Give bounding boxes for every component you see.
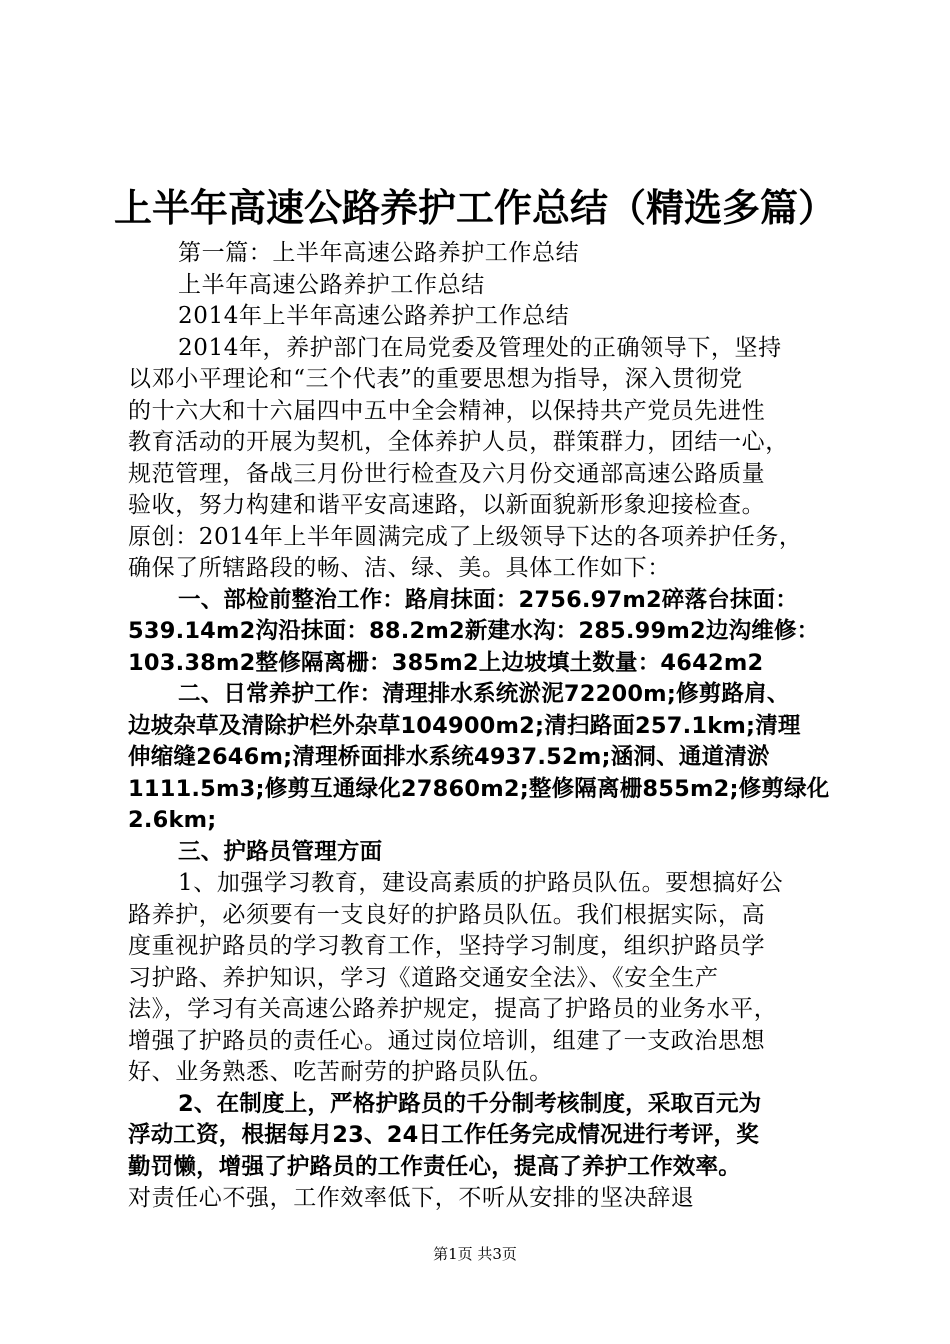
text-line: 增强了护路员的责任心。通过岗位培训，组建了一支政治思想 — [128, 1027, 766, 1054]
text-line: 1111.5m3;修剪互通绿化27860m2;整修隔离栅855m2;修剪绿化 — [128, 775, 830, 802]
text-line: 三、护路员管理方面 — [178, 838, 383, 865]
text-line: 对责任心不强，工作效率低下，不听从安排的坚决辞退 — [128, 1185, 695, 1211]
text-line: 浮动工资，根据每月23、24日工作任务完成情况进行考评，奖 — [128, 1122, 759, 1148]
text-line: 一、部检前整治工作：路肩抹面：2756.97m2碎落台抹面： — [178, 586, 799, 613]
text-line: 2014年上半年高速公路养护工作总结 — [178, 303, 570, 329]
text-line: 好、业务熟悉、吃苦耐劳的护路员队伍。 — [128, 1059, 553, 1085]
text-line: 勤罚懒，增强了护路员的工作责任心，提高了养护工作效率。 — [128, 1153, 741, 1180]
document-title: 上半年高速公路养护工作总结（精选多篇） — [113, 185, 836, 230]
text-line: 伸缩缝2646m;清理桥面排水系统4937.52m;涵洞、通道清淤 — [128, 744, 770, 770]
text-line: 上半年高速公路养护工作总结 — [178, 271, 485, 298]
document-body — [128, 238, 840, 1215]
text-line: 确保了所辖路段的畅、洁、绿、美。具体工作如下： — [128, 555, 671, 581]
page-footer: 第1页 共3页 — [433, 1245, 517, 1263]
text-line: 539.14m2沟沿抹面：88.2m2新建水沟：285.99m2边沟维修： — [128, 618, 820, 644]
text-line: 2.6km; — [128, 807, 217, 833]
text-line: 习护路、养护知识，学习《道路交通安全法》、《安全生产 — [128, 964, 719, 991]
text-line: 1、加强学习教育，建设高素质的护路员队伍。要想搞好公 — [178, 870, 784, 896]
text-line: 法》，学习有关高速公路养护规定，提高了护路员的业务水平， — [128, 996, 778, 1022]
text-line: 第一篇：上半年高速公路养护工作总结 — [178, 240, 580, 266]
text-line: 2、在制度上，严格护路员的千分制考核制度，采取百元为 — [178, 1090, 762, 1117]
text-line: 的十六大和十六届四中五中全会精神，以保持共产党员先进性 — [128, 397, 766, 424]
text-line: 教育活动的开展为契机，全体养护人员，群策群力，团结一心， — [128, 429, 789, 455]
text-line: 103.38m2整修隔离栅：385m2上边坡填土数量：4642m2 — [128, 649, 764, 676]
text-line: 度重视护路员的学习教育工作，坚持学习制度，组织护路员学 — [128, 933, 766, 959]
text-line: 以邓小平理论和“三个代表”的重要思想为指导，深入贯彻党 — [128, 366, 743, 392]
text-line: 原创：2014年上半年圆满完成了上级领导下达的各项养护任务， — [128, 523, 803, 550]
text-line: 路养护，必须要有一支良好的护路员队伍。我们根据实际，高 — [128, 901, 766, 928]
text-line: 2014年，养护部门在局党委及管理处的正确领导下，坚持 — [178, 334, 782, 361]
text-line: 规范管理，备战三月份世行检查及六月份交通部高速公路质量 — [128, 460, 766, 487]
text-line: 验收，努力构建和谐平安高速路，以新面貌新形象迎接检查。 — [128, 492, 766, 518]
text-line: 边坡杂草及清除护栏外杂草104900m2;清扫路面257.1km;清理 — [128, 712, 801, 739]
text-line: 二、日常养护工作：清理排水系统淤泥72200m;修剪路肩、 — [178, 681, 790, 707]
